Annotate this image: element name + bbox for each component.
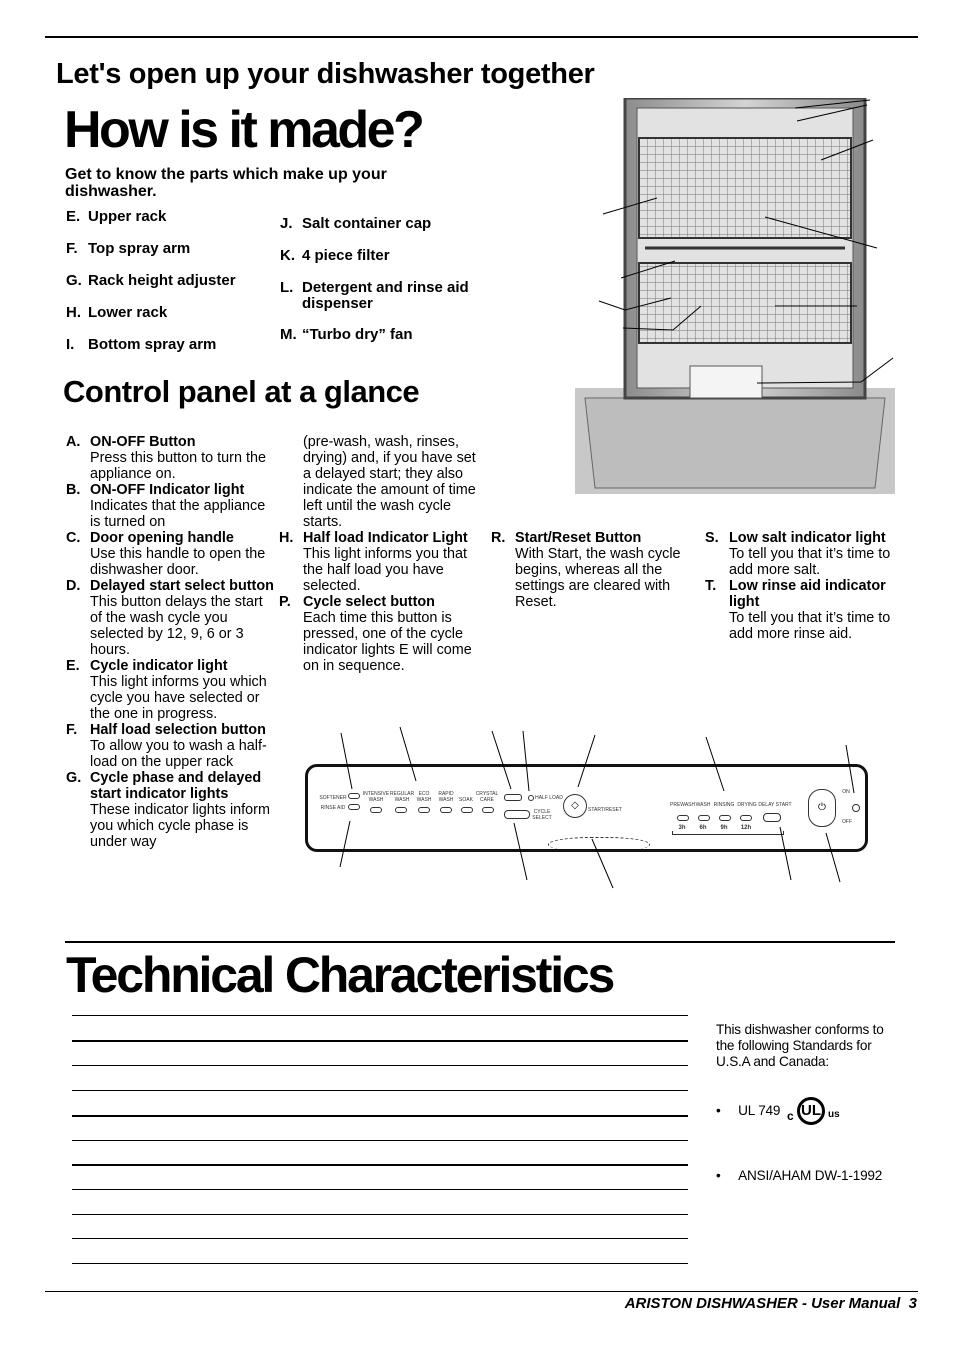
dishwasher-illustration xyxy=(575,98,895,496)
panel-callouts xyxy=(330,725,870,895)
start-reset-label: START/RESET xyxy=(588,807,622,813)
list-item: A. ON-OFF Button Press this button to turn the appliance on. xyxy=(66,434,266,482)
cycle-label: ECO WASH xyxy=(416,791,432,803)
footer-rule xyxy=(45,1291,918,1292)
spec-line xyxy=(72,1263,688,1264)
ul-mark-logo xyxy=(787,1097,857,1129)
bullet: • xyxy=(716,1103,721,1118)
cycle-label: REGULAR WASH xyxy=(389,791,415,803)
hours-label: 12h xyxy=(740,825,752,831)
cycle-label: INTENSIVE WASH xyxy=(362,791,390,803)
list-item: D. Delayed start select button This button delays the start of the wash cycle you selected by 12, 9, 6 or 3 hours. xyxy=(66,578,274,658)
list-item: K. 4 piece filter xyxy=(280,247,390,264)
hours-label: 6h xyxy=(699,825,707,831)
list-item: P. Cycle select button Each time this button is pressed, one of the cycle indicator lights E will come on in sequence. xyxy=(279,594,472,674)
list-item: G. Rack height adjuster xyxy=(66,272,236,289)
list-item: E. Upper rack xyxy=(66,208,167,225)
spec-line xyxy=(72,1140,688,1141)
ul-mark-ul: UL xyxy=(801,1102,821,1119)
list-item-continued: (pre-wash, wash, rinses, drying) and, if you have set a delayed start; they also indicate the amount of time left until the wash cycle starts. xyxy=(303,434,476,530)
control-list-col4 xyxy=(705,530,905,642)
phase-label: PREWASH xyxy=(670,802,696,808)
spec-line xyxy=(72,1090,688,1091)
cycle-label: SOAK xyxy=(459,797,473,803)
list-item: B. ON-OFF Indicator light Indicates that the appliance is turned on xyxy=(66,482,266,530)
start-icon: ◇ xyxy=(571,800,579,811)
spec-line xyxy=(72,1115,688,1117)
list-item: L. Detergent and rinse aid dispenser xyxy=(280,279,469,312)
list-item: T. Low rinse aid indicator light To tell you that it’s time to add more rinse aid. xyxy=(705,578,891,642)
list-item: E. Cycle indicator light This light informs you which cycle you have selected or the one in progress. xyxy=(66,658,267,722)
list-item: S. Low salt indicator light To tell you that it’s time to add more salt. xyxy=(705,530,891,578)
half-load-label: HALF LOAD xyxy=(535,795,563,801)
hours-label: 3h xyxy=(678,825,686,831)
hours-label: 9h xyxy=(720,825,728,831)
off-label: OFF xyxy=(842,819,852,825)
spec-line xyxy=(72,1040,688,1042)
list-item: H. Half load Indicator Light This light informs you that the half load you have selected. xyxy=(279,530,468,594)
section-kicker: Let's open up your dishwasher together xyxy=(56,58,595,90)
footer-text: ARISTON DISHWASHER - User Manual 3 xyxy=(624,1295,917,1312)
ul-mark-us: us xyxy=(828,1109,840,1120)
power-icon: ⏻ xyxy=(818,802,826,813)
parts-list-left xyxy=(66,209,236,369)
spec-line xyxy=(72,1189,688,1190)
intro-text: Get to know the parts which make up your dishwasher. xyxy=(65,166,387,200)
parts-list-right xyxy=(280,216,490,359)
spec-line xyxy=(72,1164,688,1166)
list-item: C. Door opening handle Use this handle to open the dishwasher door. xyxy=(66,530,266,578)
cycle-select-label: CYCLE SELECT xyxy=(532,809,552,821)
ul-mark-c: c xyxy=(787,1109,794,1123)
top-rule xyxy=(45,36,918,38)
control-list-col2 xyxy=(279,434,479,674)
phase-label: WASH xyxy=(695,802,711,808)
list-item: G. Cycle phase and delayed start indicator lights These indicator lights inform you which cycle phase is under way xyxy=(66,770,270,850)
list-item: I. Bottom spray arm xyxy=(66,336,217,353)
phase-label: RINSING xyxy=(713,802,735,808)
control-list-col1 xyxy=(66,434,276,850)
section-rule xyxy=(65,941,895,943)
technical-title: Technical Characteristics xyxy=(66,947,614,1003)
list-item: F. Top spray arm xyxy=(66,240,191,257)
cycle-label: RAPID WASH xyxy=(438,791,454,803)
cycle-label: CRYSTAL CARE xyxy=(475,791,499,803)
page-number: 3 xyxy=(908,1295,917,1312)
bullet: • xyxy=(716,1168,721,1183)
list-item: M. “Turbo dry” fan xyxy=(280,326,413,343)
list-item: F. Half load selection button To allow you to wash a half-load on the upper rack xyxy=(66,722,267,770)
control-list-col3 xyxy=(491,530,691,610)
list-item: J. Salt container cap xyxy=(280,215,432,232)
softener-label: SOFTENER xyxy=(319,795,347,801)
list-item: R. Start/Reset Button With Start, the wash cycle begins, whereas all the settings are cleared with Reset. xyxy=(491,530,681,610)
standards-item: • UL 749 xyxy=(716,1103,781,1118)
on-label: ON xyxy=(842,789,850,795)
spec-line xyxy=(72,1065,688,1066)
spec-line xyxy=(72,1238,688,1239)
phase-label: DELAY START xyxy=(758,802,792,808)
spec-line xyxy=(72,1015,688,1016)
rinse-aid-label: RINSE AID xyxy=(320,805,346,811)
phase-label: DRYING xyxy=(737,802,757,808)
ul-circle xyxy=(797,1097,825,1125)
page-title: How is it made? xyxy=(64,101,423,159)
control-panel-title: Control panel at a glance xyxy=(63,374,420,409)
standards-intro: This dishwasher conforms to the following Standards for U.S.A and Canada: xyxy=(716,1022,884,1069)
standards-item: • ANSI/AHAM DW-1-1992 xyxy=(716,1168,883,1183)
list-item: H. Lower rack xyxy=(66,304,168,321)
spec-line xyxy=(72,1214,688,1215)
